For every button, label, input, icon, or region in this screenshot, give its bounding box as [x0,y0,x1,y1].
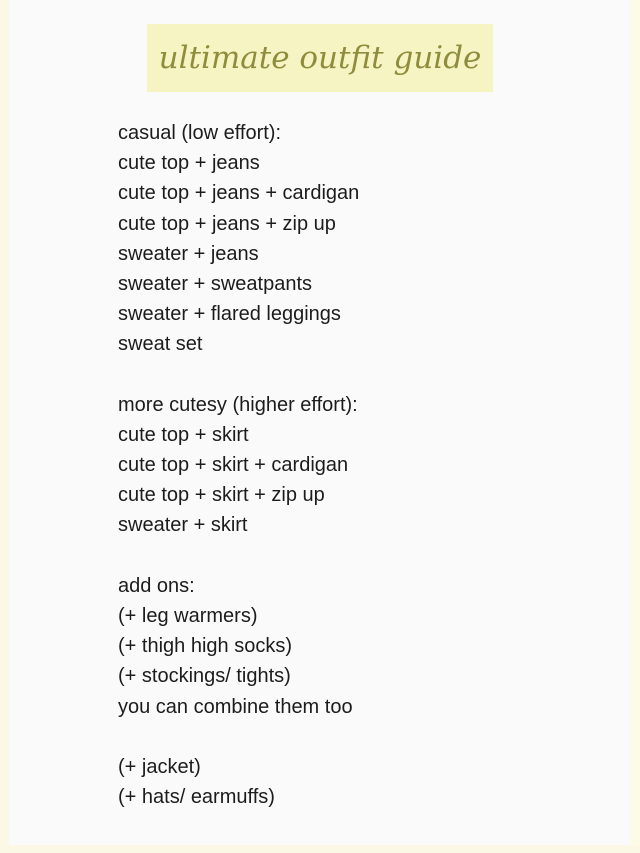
list-item: cute top + jeans [118,152,260,175]
list-item: cute top + skirt [118,423,249,446]
list-item: cute top + jeans + cardigan [118,182,360,205]
list-item: sweater + jeans [118,242,259,265]
title-banner [147,24,493,92]
list-item: sweater + sweatpants [118,272,312,295]
list-item: (+ hats/ earmuffs) [118,786,275,809]
list-item: (+ leg warmers) [118,605,258,627]
left-border [0,0,9,853]
section-extras [118,752,618,812]
list-item: cute top + jeans + zip up [118,212,336,235]
list-item: sweater + flared leggings [118,303,341,326]
section-add-ons [118,571,618,722]
outfit-list [118,118,618,812]
list-item: sweat set [118,333,203,356]
list-item: (+ jacket) [118,755,201,778]
page-title: ultimate outfit guide [158,40,482,76]
list-item: you can combine them too [118,695,353,718]
section-casual [118,118,618,360]
section-heading: more cutesy (higher effort): [118,393,358,416]
list-item: cute top + skirt + cardigan [118,454,349,477]
right-border [630,0,640,853]
section-heading: casual (low effort): [118,122,282,144]
list-item: sweater + skirt [118,514,248,537]
section-heading: add ons: [118,574,195,597]
list-item: (+ stockings/ tights) [118,665,291,688]
section-cutesy [118,390,618,541]
list-item: (+ thigh high socks) [118,635,292,658]
bottom-border [0,845,640,853]
list-item: cute top + skirt + zip up [118,484,325,507]
